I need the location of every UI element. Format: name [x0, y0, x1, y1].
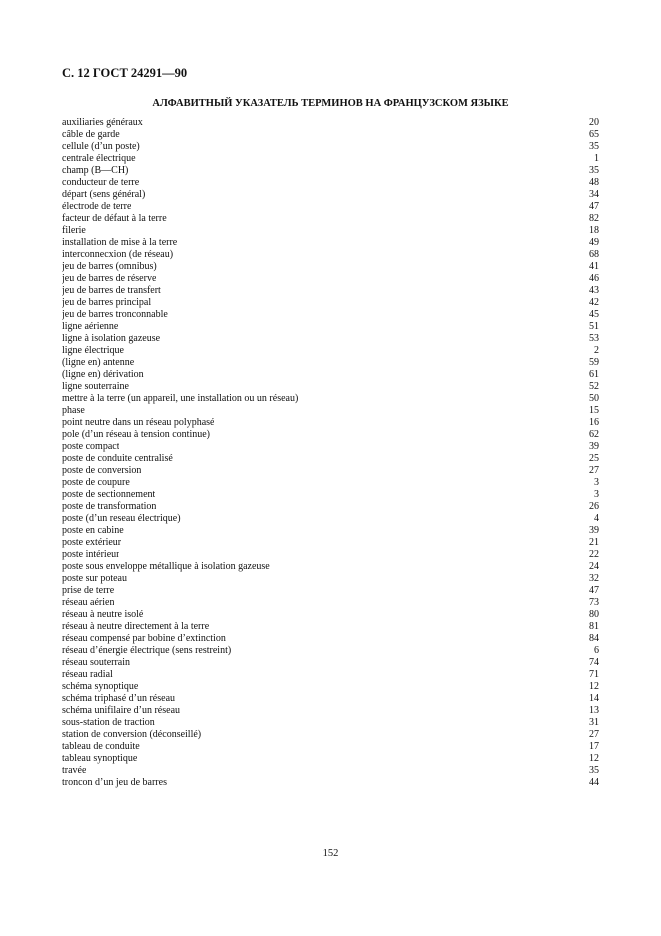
index-term-number: 31	[589, 717, 599, 728]
index-entry	[62, 537, 599, 549]
index-term-number: 39	[589, 525, 599, 536]
index-entry	[62, 717, 599, 729]
index-term-number: 43	[589, 285, 599, 296]
page-number: 152	[322, 848, 339, 859]
index-term: schéma triphasé d’un réseau	[62, 693, 176, 704]
index-term: poste de coupure	[62, 477, 130, 488]
index-entry	[62, 525, 599, 537]
index-term: réseau à neutre isolé	[62, 609, 144, 620]
index-term: sous-station de traction	[62, 717, 155, 728]
index-entry	[62, 201, 599, 213]
index-entry	[62, 585, 599, 597]
index-term-number: 53	[589, 333, 599, 344]
index-term-number: 42	[589, 297, 599, 308]
index-term: troncon d’un jeu de barres	[62, 777, 167, 788]
index-term-number: 52	[589, 381, 599, 392]
index-term: électrode de terre	[62, 201, 132, 212]
index-term-number: 35	[589, 141, 599, 152]
index-term: poste extérieur	[62, 537, 122, 548]
index-term: mettre à la terre (un appareil, une installation ou un réseau)	[62, 393, 299, 404]
index-term-number: 65	[589, 129, 599, 140]
index-term: poste (d’un reseau électrique)	[62, 513, 181, 524]
index-term-number: 74	[589, 657, 599, 668]
index-term: phase	[62, 405, 85, 416]
index-entry	[62, 669, 599, 681]
index-term: jeu de barres tronconnable	[62, 309, 168, 320]
index-term: poste de transformation	[62, 501, 157, 512]
index-entry	[62, 417, 599, 429]
index-term: conducteur de terre	[62, 177, 140, 188]
index-term-number: 3	[594, 489, 599, 500]
index-entry	[62, 141, 599, 153]
index-term: (ligne en) dérivation	[62, 369, 144, 380]
index-term: champ (B—CH)	[62, 165, 129, 176]
index-entry	[62, 645, 599, 657]
index-term-number: 14	[589, 693, 599, 704]
index-entry	[62, 597, 599, 609]
index-term: jeu de barres principal	[62, 297, 152, 308]
index-term: réseau d’énergie électrique (sens restreint)	[62, 645, 232, 656]
index-term: centrale électrique	[62, 153, 136, 164]
index-entry	[62, 297, 599, 309]
index-term: ligne aérienne	[62, 321, 119, 332]
index-entry	[62, 477, 599, 489]
index-entry	[62, 741, 599, 753]
index-entry	[62, 753, 599, 765]
index-term: tableau de conduite	[62, 741, 140, 752]
index-term: pole (d’un réseau à tension continue)	[62, 429, 211, 440]
index-term-number: 47	[589, 585, 599, 596]
index-term-number: 2	[594, 345, 599, 356]
index-term: poste de conversion	[62, 465, 142, 476]
index-term-number: 68	[589, 249, 599, 260]
index-entry	[62, 177, 599, 189]
index-term: poste sur poteau	[62, 573, 127, 584]
index-entry	[62, 441, 599, 453]
index-entry	[62, 777, 599, 789]
index-term: cellule (d’un poste)	[62, 141, 140, 152]
index-entry	[62, 333, 599, 345]
index-entry	[62, 321, 599, 333]
index-term-number: 24	[589, 561, 599, 572]
index-entry	[62, 693, 599, 705]
index-term: schéma synoptique	[62, 681, 139, 692]
index-term-number: 27	[589, 465, 599, 476]
index-list	[62, 117, 599, 789]
index-term-number: 48	[589, 177, 599, 188]
index-term-number: 12	[589, 753, 599, 764]
index-entry	[62, 501, 599, 513]
index-entry	[62, 765, 599, 777]
index-term: filerie	[62, 225, 86, 236]
index-term-number: 27	[589, 729, 599, 740]
index-entry	[62, 345, 599, 357]
index-term: point neutre dans un réseau polyphasé	[62, 417, 215, 428]
index-term: ligne à isolation gazeuse	[62, 333, 161, 344]
index-entry	[62, 429, 599, 441]
index-term-number: 12	[589, 681, 599, 692]
index-entry	[62, 621, 599, 633]
index-term: poste intérieur	[62, 549, 120, 560]
index-entry	[62, 309, 599, 321]
index-term-number: 80	[589, 609, 599, 620]
index-entry	[62, 225, 599, 237]
index-entry	[62, 393, 599, 405]
index-entry	[62, 513, 599, 525]
index-term-number: 84	[589, 633, 599, 644]
index-term: poste compact	[62, 441, 120, 452]
index-term-number: 22	[589, 549, 599, 560]
index-entry	[62, 117, 599, 129]
index-entry	[62, 285, 599, 297]
index-entry	[62, 465, 599, 477]
index-term-number: 73	[589, 597, 599, 608]
index-term-number: 25	[589, 453, 599, 464]
index-entry	[62, 369, 599, 381]
index-entry	[62, 549, 599, 561]
index-entry	[62, 237, 599, 249]
index-term-number: 26	[589, 501, 599, 512]
index-entry	[62, 561, 599, 573]
index-term: jeu de barres de transfert	[62, 285, 161, 296]
index-term-number: 46	[589, 273, 599, 284]
index-entry	[62, 129, 599, 141]
index-entry	[62, 657, 599, 669]
index-term: auxiliaries généraux	[62, 117, 143, 128]
index-entry	[62, 249, 599, 261]
index-term: prise de terre	[62, 585, 115, 596]
index-term-number: 82	[589, 213, 599, 224]
index-term-number: 49	[589, 237, 599, 248]
index-term-number: 15	[589, 405, 599, 416]
index-term-number: 13	[589, 705, 599, 716]
index-term-number: 44	[589, 777, 599, 788]
index-term: interconnecxion (de réseau)	[62, 249, 174, 260]
index-term: poste de conduite centralisé	[62, 453, 173, 464]
index-term: (ligne en) antenne	[62, 357, 135, 368]
index-entry	[62, 189, 599, 201]
index-term: réseau compensé par bobine d’extinction	[62, 633, 226, 644]
index-term: ligne électrique	[62, 345, 124, 356]
index-title: АЛФАВИТНЫЙ УКАЗАТЕЛЬ ТЕРМИНОВ НА ФРАНЦУЗСКОМ ЯЗЫКЕ	[152, 98, 509, 109]
index-entry	[62, 729, 599, 741]
index-term: facteur de défaut à la terre	[62, 213, 167, 224]
index-term: poste sous enveloppe métallique à isolation gazeuse	[62, 561, 270, 572]
index-entry	[62, 357, 599, 369]
index-entry	[62, 681, 599, 693]
index-term-number: 61	[589, 369, 599, 380]
index-term-number: 50	[589, 393, 599, 404]
index-term: réseau aérien	[62, 597, 115, 608]
index-term-number: 35	[589, 165, 599, 176]
index-entry	[62, 705, 599, 717]
index-term: réseau radial	[62, 669, 113, 680]
index-term: réseau souterrain	[62, 657, 131, 668]
index-entry	[62, 165, 599, 177]
index-term: poste en cabine	[62, 525, 124, 536]
index-term-number: 3	[594, 477, 599, 488]
index-term: tableau synoptique	[62, 753, 138, 764]
index-entry	[62, 489, 599, 501]
index-term: départ (sens général)	[62, 189, 146, 200]
index-term-number: 4	[594, 513, 599, 524]
index-term-number: 1	[594, 153, 599, 164]
index-term: jeu de barres de réserve	[62, 273, 157, 284]
index-term-number: 41	[589, 261, 599, 272]
index-term-number: 32	[589, 573, 599, 584]
index-term-number: 62	[589, 429, 599, 440]
index-term: station de conversion (déconseillé)	[62, 729, 202, 740]
index-term-number: 59	[589, 357, 599, 368]
index-entry	[62, 213, 599, 225]
index-term-number: 21	[589, 537, 599, 548]
index-term: câble de garde	[62, 129, 120, 140]
index-term-number: 81	[589, 621, 599, 632]
index-term-number: 20	[589, 117, 599, 128]
index-term: réseau à neutre directement à la terre	[62, 621, 210, 632]
index-term-number: 39	[589, 441, 599, 452]
index-term: ligne souterraine	[62, 381, 129, 392]
index-term-number: 17	[589, 741, 599, 752]
index-term-number: 18	[589, 225, 599, 236]
index-entry	[62, 261, 599, 273]
index-term-number: 35	[589, 765, 599, 776]
index-term-number: 71	[589, 669, 599, 680]
index-entry	[62, 273, 599, 285]
index-term-number: 45	[589, 309, 599, 320]
index-term-number: 34	[589, 189, 599, 200]
index-term: installation de mise à la terre	[62, 237, 178, 248]
index-entry	[62, 381, 599, 393]
index-entry	[62, 573, 599, 585]
index-term: schéma unifilaire d’un réseau	[62, 705, 181, 716]
index-term: poste de sectionnement	[62, 489, 156, 500]
index-term-number: 6	[594, 645, 599, 656]
index-term: travée	[62, 765, 87, 776]
index-term-number: 47	[589, 201, 599, 212]
index-entry	[62, 153, 599, 165]
page-header: С. 12 ГОСТ 24291—90	[62, 66, 188, 80]
index-entry	[62, 633, 599, 645]
index-entry	[62, 609, 599, 621]
index-term: jeu de barres (omnibus)	[62, 261, 157, 272]
index-term-number: 51	[589, 321, 599, 332]
index-entry	[62, 405, 599, 417]
index-entry	[62, 453, 599, 465]
index-term-number: 16	[589, 417, 599, 428]
